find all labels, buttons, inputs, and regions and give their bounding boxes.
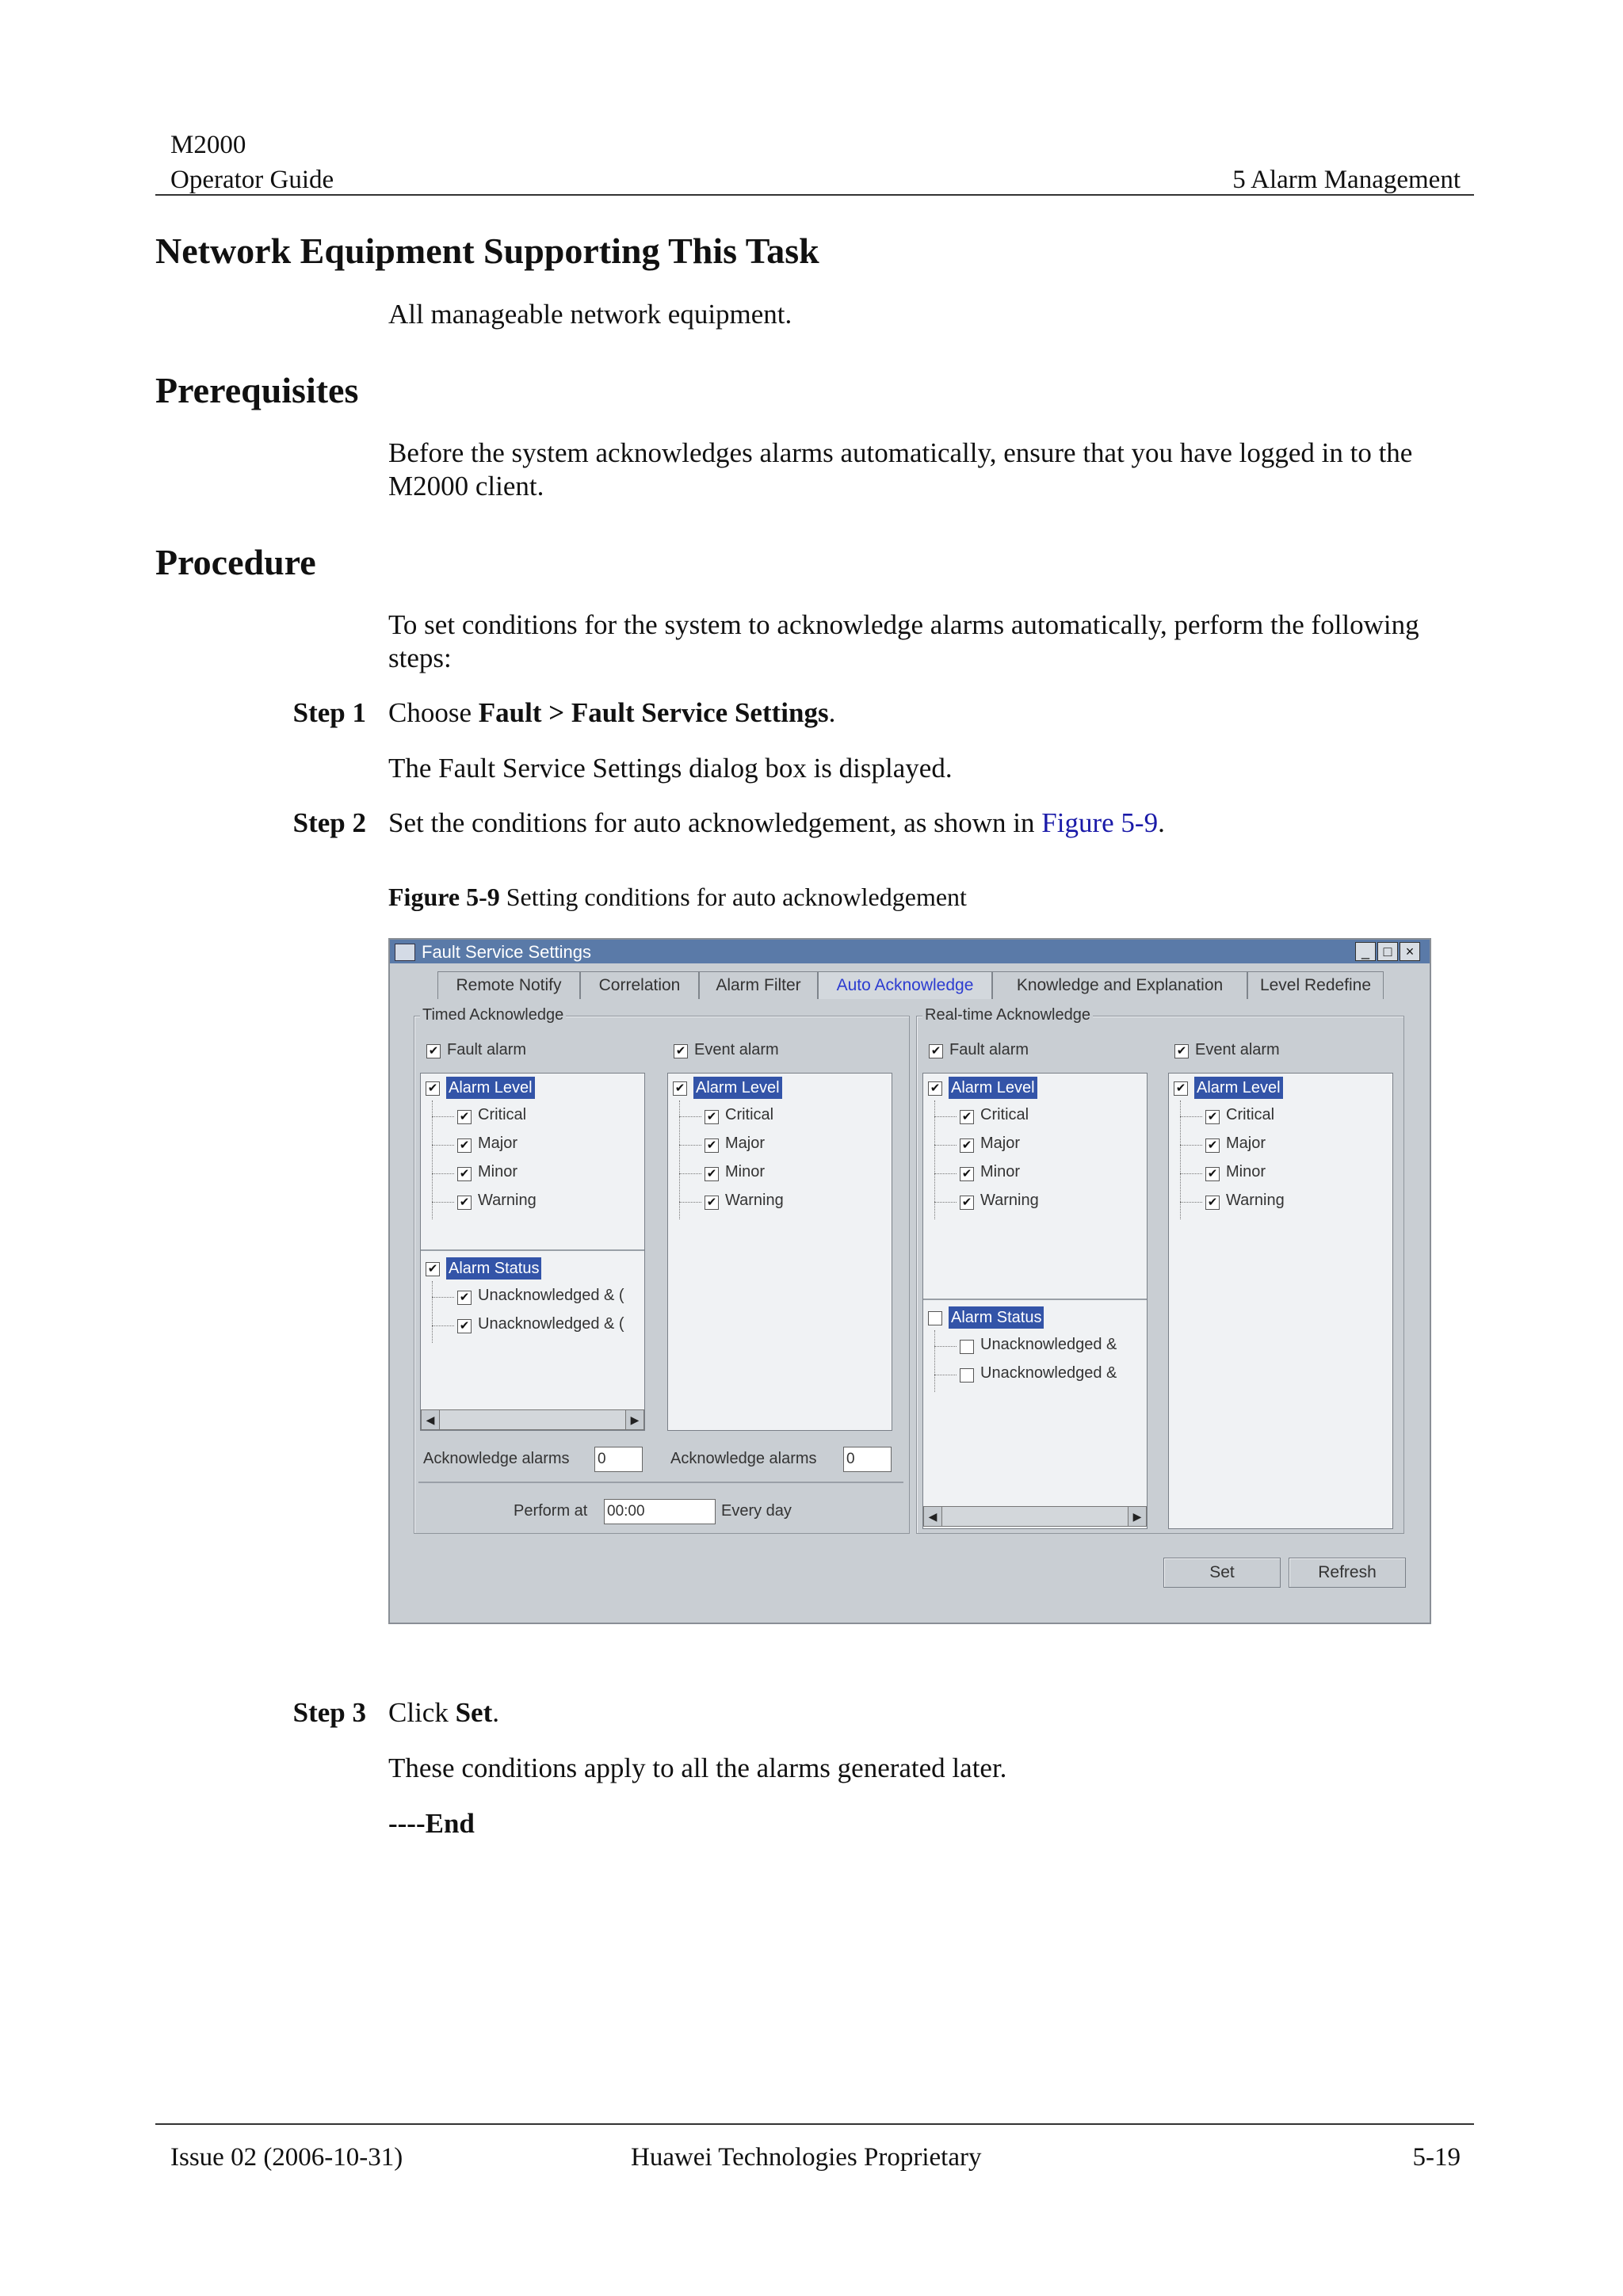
realtime-acknowledge-title: Real-time Acknowledge [922, 1006, 1093, 1024]
refresh-button[interactable]: Refresh [1289, 1558, 1406, 1588]
timed-event-tree [667, 1073, 892, 1431]
realtime-fault-alarm-label: Fault alarm [949, 1041, 1029, 1058]
realtime-event-level-checkbox[interactable]: ✔ [1174, 1081, 1188, 1096]
realtime-event-tree [1168, 1073, 1393, 1529]
timed-fault-alarm-checkbox[interactable]: ✔ [426, 1044, 441, 1058]
timed-event-ack-alarms-input[interactable]: 0 [843, 1447, 892, 1472]
realtime-fault-major-checkbox[interactable]: ✔ [960, 1138, 974, 1153]
realtime-fault-level-checkbox[interactable]: ✔ [928, 1081, 942, 1096]
tree-line [934, 1173, 957, 1174]
step3-text [388, 1696, 499, 1730]
timed-fault-ack-alarms-input[interactable]: 0 [594, 1447, 643, 1472]
realtime-event-major-checkbox[interactable]: ✔ [1205, 1138, 1220, 1153]
realtime-fault-tree [922, 1073, 1148, 1529]
realtime-fault-warning-checkbox[interactable]: ✔ [960, 1196, 974, 1210]
every-day-label: Every day [721, 1502, 792, 1520]
realtime-event-alarm-level[interactable]: Alarm Level [1194, 1077, 1283, 1099]
timed-fault-critical-checkbox[interactable]: ✔ [457, 1110, 472, 1124]
step1-result: The Fault Service Settings dialog box is displayed. [388, 753, 953, 784]
tab-remote-notify[interactable]: Remote Notify [437, 971, 580, 999]
figure-label: Figure 5-9 [388, 883, 500, 911]
realtime-event-warning-checkbox[interactable]: ✔ [1205, 1196, 1220, 1210]
timed-fault-alarm-label: Fault alarm [447, 1041, 527, 1058]
timed-divider [418, 1482, 903, 1483]
realtime-fault-alarm-checkbox[interactable]: ✔ [929, 1044, 943, 1058]
figure-link[interactable]: Figure 5-9 [1041, 807, 1159, 838]
step1-text-pre: Choose [388, 697, 479, 728]
timed-event-major-checkbox[interactable]: ✔ [705, 1138, 719, 1153]
tree-line [679, 1145, 701, 1146]
footer-company: Huawei Technologies Proprietary [631, 2143, 982, 2172]
realtime-event-warning: Warning [1226, 1192, 1285, 1209]
realtime-event-alarm-label: Event alarm [1195, 1041, 1280, 1058]
realtime-fault-critical-checkbox[interactable]: ✔ [960, 1110, 974, 1124]
timed-event-alarm-label: Event alarm [694, 1041, 779, 1058]
realtime-status-item-2: Unacknowledged & [980, 1364, 1117, 1382]
tree-line [679, 1116, 701, 1117]
timed-event-level-checkbox[interactable]: ✔ [673, 1081, 687, 1096]
realtime-event-minor-checkbox[interactable]: ✔ [1205, 1167, 1220, 1181]
realtime-fault-alarm-status[interactable]: Alarm Status [949, 1306, 1044, 1329]
timed-fault-major-checkbox[interactable]: ✔ [457, 1138, 472, 1153]
end-marker: ----End [388, 1808, 475, 1839]
step1-text [388, 696, 835, 730]
timed-fault-warning: Warning [478, 1192, 537, 1209]
realtime-fault-alarm-level[interactable]: Alarm Level [949, 1077, 1037, 1099]
timed-fault-status-checkbox[interactable]: ✔ [426, 1262, 440, 1276]
realtime-event-critical: Critical [1226, 1106, 1275, 1123]
timed-fault-warning-checkbox[interactable]: ✔ [457, 1196, 472, 1210]
header-rule [155, 194, 1474, 196]
header-product: M2000 [170, 131, 246, 159]
dialog-titlebar [390, 940, 1430, 963]
tree-line [432, 1145, 454, 1146]
tree-line [934, 1346, 957, 1347]
tree-line [432, 1202, 454, 1203]
tree-line [934, 1330, 935, 1392]
timed-status-item-1: Unacknowledged & ( [478, 1287, 624, 1304]
footer-page: 5-19 [1412, 2143, 1461, 2172]
section-procedure-body-1: To set conditions for the system to acknowledge alarms automatically, perform the following [388, 609, 1419, 640]
tab-auto-acknowledge[interactable]: Auto Acknowledge [818, 971, 992, 999]
section-procedure-body-2: steps: [388, 643, 452, 673]
scroll-left-icon[interactable]: ◀ [422, 1410, 440, 1429]
timed-event-critical: Critical [725, 1106, 774, 1123]
footer-issue: Issue 02 (2006-10-31) [170, 2143, 403, 2172]
step2-text [388, 807, 1165, 840]
header-guide: Operator Guide [170, 166, 334, 194]
minimize-icon[interactable]: _ [1355, 942, 1376, 961]
figure-caption [388, 883, 967, 912]
realtime-fault-warning: Warning [980, 1192, 1039, 1209]
timed-horizontal-scrollbar[interactable] [421, 1409, 644, 1430]
scroll-left-icon[interactable]: ◀ [924, 1507, 942, 1526]
tree-line [934, 1145, 957, 1146]
realtime-status-item-2-checkbox[interactable] [960, 1368, 974, 1383]
tree-line [432, 1297, 454, 1298]
timed-fault-ack-alarms-label: Acknowledge alarms [423, 1450, 570, 1467]
timed-fault-minor-checkbox[interactable]: ✔ [457, 1167, 472, 1181]
section-prereq-body-2: M2000 client. [388, 471, 544, 502]
timed-event-alarm-checkbox[interactable]: ✔ [674, 1044, 688, 1058]
scroll-right-icon[interactable]: ▶ [625, 1410, 643, 1429]
tree-line [432, 1281, 433, 1343]
step3-text-post: . [492, 1697, 499, 1728]
step2-text-pre: Set the conditions for auto acknowledgement, as shown in [388, 807, 1042, 838]
section-procedure-title: Procedure [155, 542, 316, 582]
tree-line [679, 1202, 701, 1203]
realtime-horizontal-scrollbar[interactable] [923, 1506, 1147, 1527]
tree-line [934, 1116, 957, 1117]
tree-line [679, 1173, 701, 1174]
footer-rule [155, 2123, 1474, 2125]
timed-status-item-2-checkbox[interactable]: ✔ [457, 1319, 472, 1333]
timed-event-warning: Warning [725, 1192, 784, 1209]
step3-text-pre: Click [388, 1697, 456, 1728]
perform-at-label: Perform at [514, 1502, 588, 1520]
realtime-fault-status-checkbox[interactable] [928, 1311, 942, 1325]
step2-label: Step 2 [292, 807, 366, 838]
step2-text-post: . [1158, 807, 1165, 838]
tree-line [432, 1173, 454, 1174]
timed-event-warning-checkbox[interactable]: ✔ [705, 1196, 719, 1210]
scroll-right-icon[interactable]: ▶ [1128, 1507, 1146, 1526]
realtime-fault-minor-checkbox[interactable]: ✔ [960, 1167, 974, 1181]
realtime-fault-minor: Minor [980, 1163, 1021, 1180]
tree-line [1180, 1173, 1202, 1174]
timed-event-minor: Minor [725, 1163, 766, 1180]
tree-line [432, 1116, 454, 1117]
tab-correlation[interactable]: Correlation [580, 971, 699, 999]
dialog-title: Fault Service Settings [422, 942, 591, 962]
step1-label: Step 1 [292, 697, 366, 728]
timed-fault-alarm-status[interactable]: Alarm Status [446, 1257, 541, 1280]
tab-alarm-filter[interactable]: Alarm Filter [699, 971, 818, 999]
set-button[interactable]: Set [1163, 1558, 1281, 1588]
step3-set: Set [455, 1697, 493, 1728]
realtime-event-minor: Minor [1226, 1163, 1266, 1180]
tree-line [934, 1202, 957, 1203]
fault-service-settings-dialog [388, 938, 1431, 1624]
tab-level-redefine[interactable]: Level Redefine [1247, 971, 1384, 999]
section-prereq-body-1: Before the system acknowledges alarms automatically, ensure that you have logged in to the [388, 437, 1413, 468]
section-network-title: Network Equipment Supporting This Task [155, 231, 819, 271]
timed-fault-critical: Critical [478, 1106, 527, 1123]
timed-event-ack-alarms-label: Acknowledge alarms [670, 1450, 817, 1467]
timed-fault-alarm-level[interactable]: Alarm Level [446, 1077, 535, 1099]
timed-status-item-2: Unacknowledged & ( [478, 1315, 624, 1333]
tree-divider [923, 1299, 1147, 1300]
timed-event-minor-checkbox[interactable]: ✔ [705, 1167, 719, 1181]
timed-acknowledge-title: Timed Acknowledge [420, 1006, 566, 1024]
tree-divider [421, 1249, 644, 1251]
realtime-event-alarm-checkbox[interactable]: ✔ [1174, 1044, 1189, 1058]
window-icon [395, 944, 415, 961]
tree-line [1180, 1116, 1202, 1117]
tree-line [1180, 1145, 1202, 1146]
timed-fault-level-checkbox[interactable]: ✔ [426, 1081, 440, 1096]
realtime-event-critical-checkbox[interactable]: ✔ [1205, 1110, 1220, 1124]
timed-event-critical-checkbox[interactable]: ✔ [705, 1110, 719, 1124]
step1-text-post: . [828, 697, 836, 728]
realtime-status-item-1: Unacknowledged & [980, 1336, 1117, 1353]
timed-event-major: Major [725, 1135, 766, 1152]
timed-fault-minor: Minor [478, 1163, 518, 1180]
timed-status-item-1-checkbox[interactable]: ✔ [457, 1291, 472, 1305]
section-prereq-title: Prerequisites [155, 370, 359, 410]
realtime-fault-critical: Critical [980, 1106, 1029, 1123]
step3-result: These conditions apply to all the alarms generated later. [388, 1753, 1007, 1783]
section-network-body: All manageable network equipment. [388, 299, 792, 330]
close-icon[interactable]: × [1400, 942, 1420, 961]
tree-line [1180, 1202, 1202, 1203]
timed-fault-tree [420, 1073, 645, 1431]
maximize-icon[interactable]: □ [1377, 942, 1398, 961]
perform-at-input[interactable]: 00:00 [604, 1499, 716, 1524]
step1-menu-path: Fault > Fault Service Settings [478, 697, 829, 728]
tree-line [432, 1325, 454, 1326]
header-chapter: 5 Alarm Management [1232, 166, 1461, 194]
realtime-fault-major: Major [980, 1135, 1021, 1152]
timed-event-alarm-level[interactable]: Alarm Level [693, 1077, 782, 1099]
tab-knowledge-explanation[interactable]: Knowledge and Explanation [992, 971, 1247, 999]
figure-caption-text: Setting conditions for auto acknowledgement [499, 883, 967, 911]
realtime-event-major: Major [1226, 1135, 1266, 1152]
step3-label: Step 3 [292, 1697, 366, 1728]
realtime-status-item-1-checkbox[interactable] [960, 1340, 974, 1354]
timed-fault-major: Major [478, 1135, 518, 1152]
